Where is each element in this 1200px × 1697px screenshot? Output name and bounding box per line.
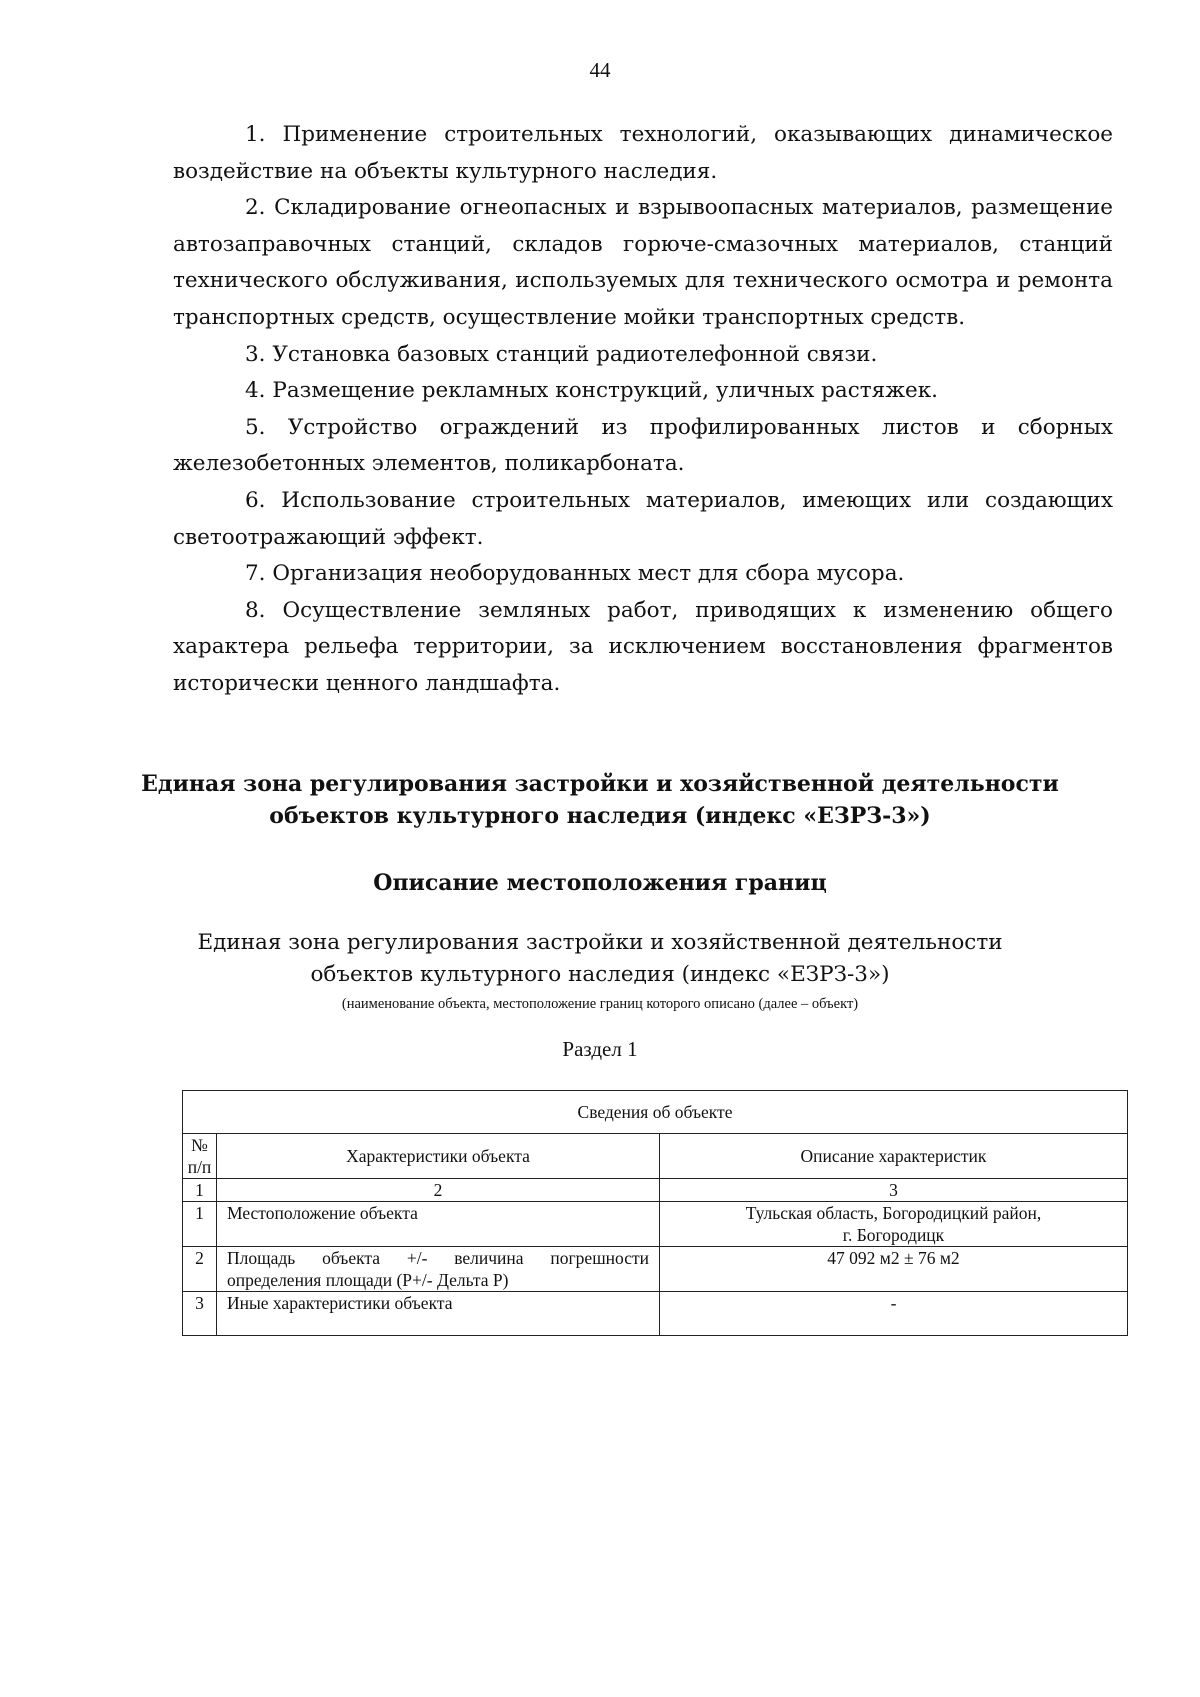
object-info-table — [182, 1090, 1128, 1336]
row-num: 3 — [183, 1292, 217, 1336]
row-characteristic: Площадь объекта +/- величина погрешности определения площади (Р+/- Дельта Р) — [217, 1247, 660, 1292]
restrictions-list — [173, 117, 1113, 703]
zone-heading — [0, 768, 1200, 832]
object-name-line: объектов культурного наследия (индекс «ЕЗРЗ-3») — [310, 962, 890, 987]
object-caption: (наименование объекта, местоположение границ которого описано (далее – объект) — [341, 996, 859, 1012]
table-caption: Сведения об объекте — [183, 1091, 1128, 1134]
list-item: 5. Устройство ограждений из профилированных листов и сборных железобетонных элементов, поликарбоната. — [173, 414, 1113, 477]
section-label: Раздел 1 — [562, 1037, 638, 1061]
row-description-line: Тульская область, Богородицкий район, — [745, 1203, 1042, 1223]
index-cell: 1 — [183, 1179, 217, 1202]
row-description-line: 47 092 м2 ± 76 м2 — [827, 1248, 960, 1268]
table-caption-row — [183, 1091, 1128, 1134]
index-cell: 3 — [660, 1179, 1128, 1202]
list-item: 1. Применение строительных технологий, оказывающих динамическое воздействие на объекты культурного наследия. — [173, 122, 1113, 184]
object-name — [0, 927, 1200, 991]
row-description — [660, 1292, 1128, 1336]
row-description — [660, 1247, 1128, 1292]
row-characteristic: Иные характеристики объекта — [217, 1292, 660, 1336]
zone-heading-line: объектов культурного наследия (индекс «ЕЗРЗ-3») — [269, 803, 931, 829]
header-description: Описание характеристик — [660, 1134, 1128, 1179]
list-item: 2. Складирование огнеопасных и взрывоопасных материалов, размещение автозаправочных станций, складов горюче-смазочных материалов, станций технического обслуживания, используемых для технического осмотра и ремонта транспортных средств, осуществление мойки транспортных средств. — [173, 195, 1113, 330]
object-name-line: Единая зона регулирования застройки и хозяйственной деятельности — [197, 930, 1003, 955]
list-item: 7. Организация необорудованных мест для сбора мусора. — [245, 561, 905, 587]
table-row — [183, 1247, 1128, 1292]
row-description-line: - — [890, 1293, 897, 1313]
header-num — [183, 1134, 217, 1179]
header-num-abbr: п/п — [187, 1157, 212, 1177]
description-heading: Описание местоположения границ — [373, 870, 827, 896]
page-number: 44 — [589, 58, 611, 82]
row-description — [660, 1202, 1128, 1247]
list-item: 3. Установка базовых станций радиотелефонной связи. — [245, 341, 878, 367]
header-characteristics: Характеристики объекта — [217, 1134, 660, 1179]
row-description-line: г. Богородицк — [842, 1225, 945, 1245]
list-item: 6. Использование строительных материалов, имеющих или создающих светоотражающий эффект. — [173, 487, 1113, 550]
row-characteristic: Местоположение объекта — [217, 1202, 660, 1247]
list-item: 8. Осуществление земляных работ, приводящих к изменению общего характера рельефа территории, за исключением восстановления фрагментов исторически ценного ландшафта. — [173, 597, 1113, 696]
row-num: 2 — [183, 1247, 217, 1292]
table-index-row — [183, 1179, 1128, 1202]
zone-heading-line: Единая зона регулирования застройки и хозяйственной деятельности — [141, 771, 1059, 797]
table-row — [183, 1202, 1128, 1247]
table-row — [183, 1292, 1128, 1336]
table-header-row — [183, 1134, 1128, 1179]
index-cell: 2 — [217, 1179, 660, 1202]
list-item: 4. Размещение рекламных конструкций, уличных растяжек. — [245, 378, 939, 404]
header-num-symbol: № — [191, 1135, 208, 1155]
row-num: 1 — [183, 1202, 217, 1247]
